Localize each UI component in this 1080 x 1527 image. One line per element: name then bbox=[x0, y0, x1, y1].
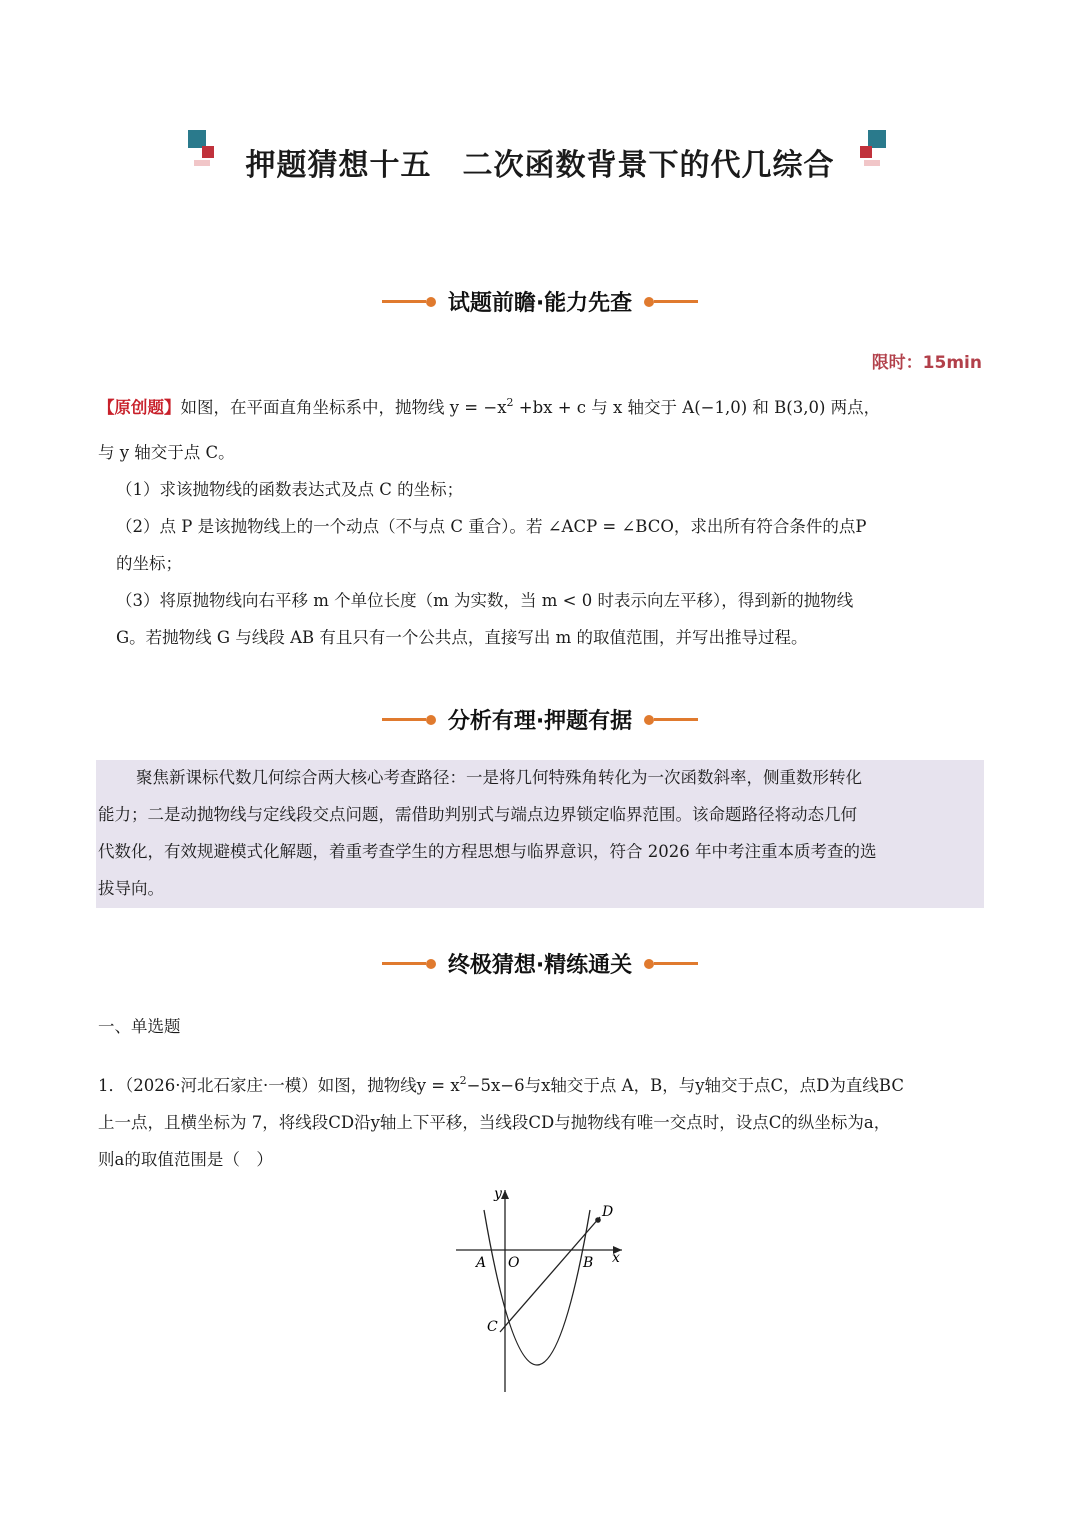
text-segment: 如图，在平面直角坐标系中，抛物线 y = −x bbox=[180, 398, 507, 417]
original-problem-line1 bbox=[98, 397, 880, 419]
analysis-box bbox=[96, 760, 984, 908]
line-bc bbox=[500, 1217, 600, 1332]
label-y: y bbox=[494, 1186, 502, 1202]
section-dot-right bbox=[644, 715, 654, 725]
point-d bbox=[595, 1217, 601, 1223]
section-line-right bbox=[654, 718, 698, 721]
label-d: D bbox=[602, 1204, 614, 1220]
section-dot-right bbox=[644, 959, 654, 969]
y-axis-arrow bbox=[501, 1190, 509, 1199]
section-title: 终极猜想·精练通关 bbox=[447, 953, 633, 978]
section-line-right bbox=[654, 962, 698, 965]
section-title: 试题前瞻·能力先查 bbox=[447, 291, 633, 316]
text-segment: +bx + c 与 x 轴交于 A(−1,0) 和 B(3,0) 两点， bbox=[513, 398, 881, 417]
section-line-left bbox=[382, 962, 426, 965]
parabola-figure bbox=[440, 1180, 640, 1400]
original-tag: 【原创题】 bbox=[98, 398, 181, 417]
label-x: x bbox=[612, 1250, 620, 1266]
page-title: 押题猜想十五 二次函数背景下的代几综合 bbox=[245, 148, 835, 183]
label-o: O bbox=[508, 1255, 520, 1271]
analysis-line: 代数化，有效规避模式化解题，着重考查学生的方程思想与临界意识，符合 2026 年中考注重本质考查的选 bbox=[98, 842, 877, 861]
question-2: （2）点 P 是该抛物线上的一个动点（不与点 C 重合）。若 ∠ACP = ∠BCO，求出所有符合条件的点P bbox=[116, 517, 867, 536]
label-b: B bbox=[583, 1255, 594, 1271]
section-line-right bbox=[654, 300, 698, 303]
section-dot-left bbox=[426, 959, 436, 969]
analysis-line: 聚焦新课标代数几何综合两大核心考查路径：一是将几何特殊角转化为一次函数斜率，侧重数形转化 bbox=[136, 768, 862, 787]
text-segment: 1．（2026·河北石家庄·一模）如图，抛物线y = x bbox=[98, 1076, 460, 1095]
section-heading-analysis bbox=[0, 704, 1080, 744]
section-dot-left bbox=[426, 297, 436, 307]
superscript: 2 bbox=[459, 1074, 467, 1087]
section-heading-practice bbox=[0, 948, 1080, 988]
problem1-line1 bbox=[98, 1075, 904, 1097]
analysis-line: 能力；二是动抛物线与定线段交点问题，需借助判别式与端点边界锁定临界范围。该命题路径将动态几何 bbox=[98, 805, 857, 824]
section-line-left bbox=[382, 300, 426, 303]
part-heading: 一、单选题 bbox=[98, 1017, 181, 1036]
section-heading-preview bbox=[0, 286, 1080, 326]
original-problem-line2: 与 y 轴交于点 C。 bbox=[98, 443, 235, 462]
superscript: 2 bbox=[506, 396, 514, 409]
question-3: （3）将原抛物线向右平移 m 个单位长度（m 为实数，当 m < 0 时表示向左平移），得到新的抛物线 bbox=[116, 591, 854, 610]
question-2-cont: 的坐标； bbox=[116, 554, 182, 573]
analysis-line: 拔导向。 bbox=[98, 879, 164, 898]
text-segment: −5x−6与x轴交于点 A，B，与y轴交于点C，点D为直线BC bbox=[466, 1076, 904, 1095]
section-dot-right bbox=[644, 297, 654, 307]
label-a: A bbox=[476, 1255, 487, 1271]
label-c: C bbox=[487, 1319, 498, 1335]
section-title: 分析有理·押题有据 bbox=[447, 709, 633, 734]
section-line-left bbox=[382, 718, 426, 721]
parabola-curve bbox=[484, 1210, 590, 1365]
problem1-line3: 则a的取值范围是（ ） bbox=[98, 1150, 273, 1169]
problem1-line2: 上一点，且横坐标为 7，将线段CD沿y轴上下平移，当线段CD与抛物线有唯一交点时，设点C的纵坐标为a， bbox=[98, 1113, 891, 1132]
question-3-cont: G。若抛物线 G 与线段 AB 有且只有一个公共点，直接写出 m 的取值范围，并写出推导过程。 bbox=[116, 628, 808, 647]
question-1: （1）求该抛物线的函数表达式及点 C 的坐标； bbox=[116, 480, 464, 499]
time-limit: 限时：15min bbox=[871, 353, 982, 373]
section-dot-left bbox=[426, 715, 436, 725]
